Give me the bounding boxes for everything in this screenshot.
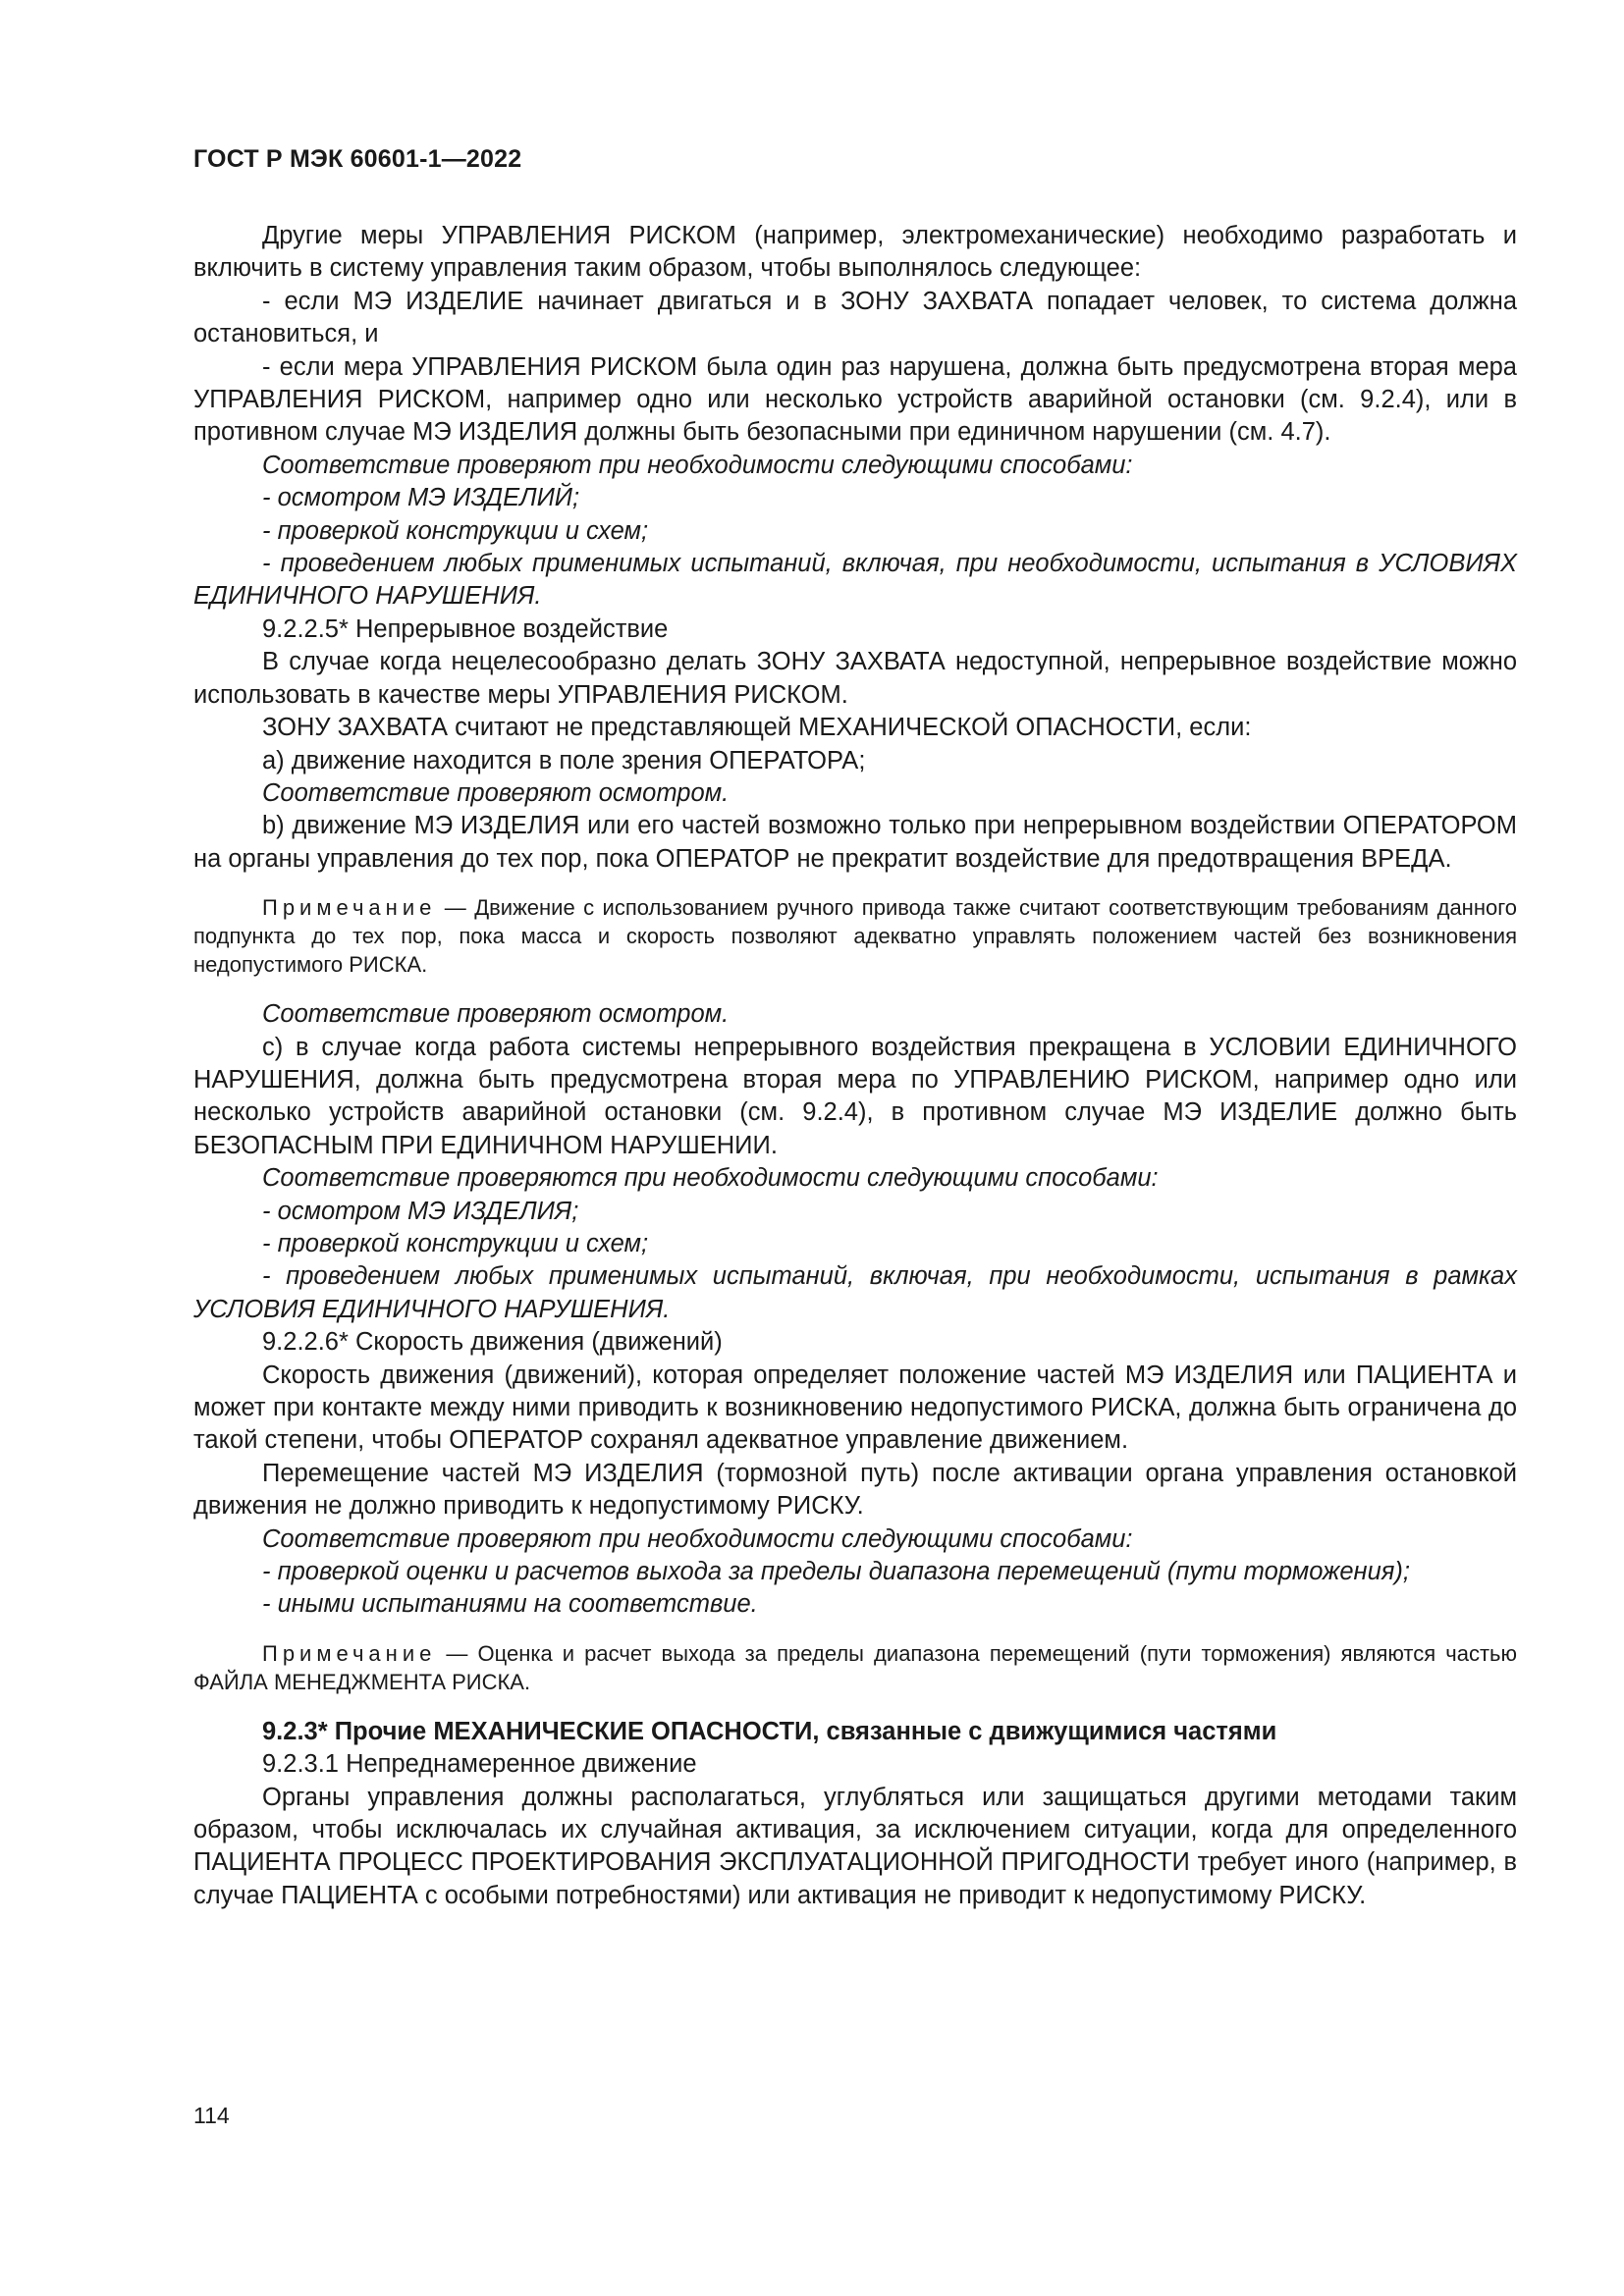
compliance-paragraph: - проверкой конструкции и схем; — [262, 1229, 649, 1257]
page-number: 114 — [193, 2103, 230, 2128]
note-text: — Оценка и расчет выхода за пределы диапазона перемещений (пути торможения) являются частью ФАЙЛА МЕНЕДЖМЕНТА РИСКА. — [193, 1640, 1517, 1694]
body-paragraph: - если МЭ ИЗДЕЛИЕ начинает двигаться и в ЗОНУ ЗАХВАТА попадает человек, то система должна остановиться, и — [193, 287, 1517, 348]
body-paragraph: - если мера УПРАВЛЕНИЯ РИСКОМ была один раз нарушена, должна быть предусмотрена вторая мера УПРАВЛЕНИЯ РИСКОМ, например одно или несколько устройств аварийной остановки (см. 9.2.4), или в противном случае МЭ ИЗДЕЛИЯ должны быть безопасными при единичном нарушении (см. 4.7). — [193, 352, 1517, 447]
compliance-paragraph: Соответствие проверяют при необходимости следующими способами: — [262, 1524, 1133, 1553]
document-header: ГОСТ Р МЭК 60601-1—2022 — [193, 145, 522, 173]
body-paragraph: Органы управления должны располагаться, углубляться или защищаться другими методами таким образом, чтобы исключалась их случайная активация, за исключением ситуации, когда для определенного ПАЦИЕНТА ПРОЦЕСС ПРОЕКТИРОВАНИЯ ЭКСПЛУАТАЦИОННОЙ ПРИГОДНОСТИ требует иного (например, в случае ПАЦИЕНТА с особыми потребностями) или активация не приводит к недопустимому РИСКУ. — [193, 1783, 1517, 1909]
body-paragraph: 9.2.2.6* Скорость движения (движений) — [262, 1328, 723, 1357]
section-heading: 9.2.3* Прочие МЕХАНИЧЕСКИЕ ОПАСНОСТИ, связанные с движущимися частями — [262, 1717, 1277, 1745]
note-label: Примечание — [262, 895, 437, 921]
body-paragraph: c) в случае когда работа системы непрерывного воздействия прекращена в УСЛОВИИ ЕДИНИЧНОГО НАРУШЕНИЯ, должна быть предусмотрена вторая мера по УПРАВЛЕНИЮ РИСКОМ, например одно или несколько устройств аварийной остановки (см. 9.2.4), в противном случае МЭ ИЗДЕЛИЕ должно быть БЕЗОПАСНЫМ ПРИ ЕДИНИЧНОМ НАРУШЕНИИ. — [193, 1033, 1517, 1159]
compliance-paragraph: Соответствие проверяются при необходимости следующими способами: — [262, 1164, 1159, 1193]
compliance-paragraph: - проведением любых применимых испытаний, включая, при необходимости, испытания в УСЛОВИЯХ ЕДИНИЧНОГО НАРУШЕНИЯ. — [193, 550, 1517, 611]
body-paragraph: Перемещение частей МЭ ИЗДЕЛИЯ (тормозной путь) после активации органа управления остановкой движения не должно приводить к недопустимому РИСКУ. — [193, 1459, 1517, 1521]
note-paragraph — [193, 1639, 1517, 1696]
document-body — [193, 220, 1517, 1912]
compliance-paragraph: Соответствие проверяют осмотром. — [262, 1000, 730, 1029]
body-paragraph: b) движение МЭ ИЗДЕЛИЯ или его частей возможно только при непрерывном воздействии ОПЕРАТОРОМ на органы управления до тех пор, пока ОПЕРАТОР не прекратит воздействие для предотвращения ВРЕДА. — [193, 812, 1517, 873]
compliance-paragraph: - осмотром МЭ ИЗДЕЛИЙ; — [262, 484, 580, 512]
body-paragraph: 9.2.3.1 Непреднамеренное движение — [262, 1750, 697, 1779]
body-paragraph: Другие меры УПРАВЛЕНИЯ РИСКОМ (например, электромеханические) необходимо разработать и включить в систему управления таким образом, чтобы выполнялось следующее: — [193, 222, 1517, 283]
compliance-paragraph: Соответствие проверяют осмотром. — [262, 778, 730, 807]
body-paragraph: ЗОНУ ЗАХВАТА считают не представляющей МЕХАНИЧЕСКОЙ ОПАСНОСТИ, если: — [262, 714, 1252, 742]
body-paragraph: 9.2.2.5* Непрерывное воздействие — [262, 614, 669, 643]
body-paragraph: a) движение находится в поле зрения ОПЕРАТОРА; — [262, 746, 866, 774]
body-paragraph: В случае когда нецелесообразно делать ЗОНУ ЗАХВАТА недоступной, непрерывное воздействие можно использовать в качестве меры УПРАВЛЕНИЯ РИСКОМ. — [193, 648, 1517, 709]
compliance-paragraph: Соответствие проверяют при необходимости следующими способами: — [262, 451, 1133, 479]
note-text: — Движение с использованием ручного привода также считают соответствующим требованиям данного подпункта до тех пор, пока масса и скорость позволяют адекватно управлять положением частей без возникновения недопустимого РИСКА. — [193, 895, 1517, 978]
body-paragraph: Скорость движения (движений), которая определяет положение частей МЭ ИЗДЕЛИЯ или ПАЦИЕНТА и может при контакте между ними приводить к возникновению недопустимого РИСКА, должна быть ограничена до такой степени, чтобы ОПЕРАТОР сохранял адекватное управление движением. — [193, 1361, 1517, 1455]
compliance-paragraph: - осмотром МЭ ИЗДЕЛИЯ; — [262, 1197, 579, 1225]
compliance-paragraph: - проведением любых применимых испытаний, включая, при необходимости, испытания в рамках УСЛОВИЯ ЕДИНИЧНОГО НАРУШЕНИЯ. — [193, 1262, 1517, 1323]
note-paragraph — [193, 893, 1517, 979]
note-label: Примечание — [262, 1640, 437, 1666]
compliance-paragraph: - проверкой оценки и расчетов выхода за пределы диапазона перемещений (пути торможения); — [262, 1558, 1410, 1586]
compliance-paragraph: - проверкой конструкции и схем; — [262, 516, 649, 545]
compliance-paragraph: - иными испытаниями на соответствие. — [262, 1590, 758, 1619]
